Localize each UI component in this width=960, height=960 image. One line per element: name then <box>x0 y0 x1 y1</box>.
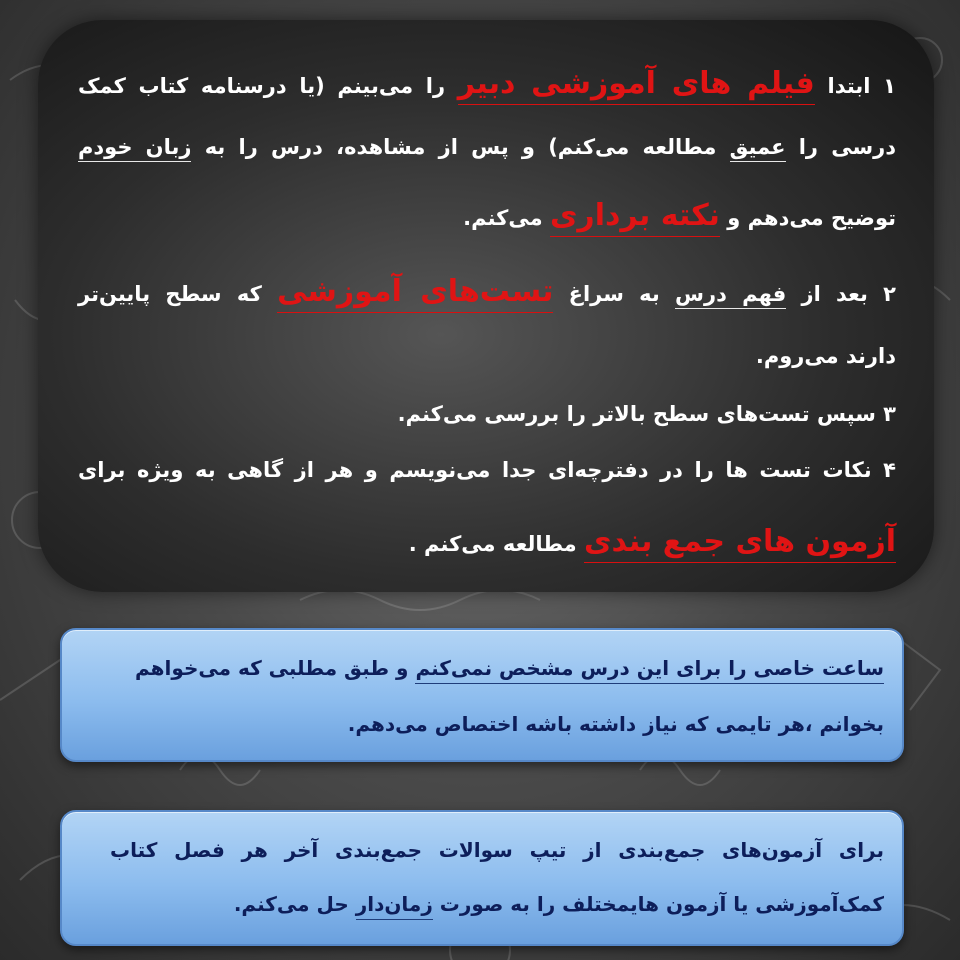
final-exam-line-1: برای آزمون‌های جمع‌بندی از تیپ سوالات جمع‌بندی آخر هر فصل کتاب <box>110 838 884 862</box>
step-number: ۳ <box>883 402 896 426</box>
step-4-line-1: ۴ نکات تست ها را در دفترچه‌ای جدا می‌نویسم و هر از گاهی به ویژه برای <box>78 458 896 482</box>
step-number: ۴ <box>883 458 896 482</box>
study-time-line-2: بخوانم ،هر تایمی که نیاز داشته باشه اختصاص می‌دهم. <box>347 712 884 736</box>
step-4-line-2: آزمون های جمع بندی مطالعه می‌کنم . <box>409 524 896 559</box>
study-time-line-1: ساعت خاصی را برای این درس مشخص نمی‌کنم و طبق مطلبی که می‌خواهم <box>82 656 884 680</box>
step-1-line-2: درسی را عمیق مطالعه می‌کنم) و پس از مشاهده، درس را به زبان خودم <box>78 135 896 159</box>
final-exam-box <box>60 810 904 946</box>
study-time-box <box>60 628 904 762</box>
step-2-line-1: ۲ بعد از فهم درس به سراغ تست‌های آموزشی که سطح پایین‌تر <box>78 274 896 309</box>
underline-understanding: فهم درس <box>675 282 786 309</box>
underline-deep: عمیق <box>730 135 786 162</box>
underline-timed: زمان‌دار <box>356 892 433 920</box>
highlight-training-tests: تست‌های آموزشی <box>277 274 553 313</box>
step-number: ۲ <box>883 282 896 306</box>
highlight-teacher-videos: فیلم های آموزشی دبیر <box>458 66 815 105</box>
highlight-final-exams: آزمون های جمع بندی <box>584 524 896 563</box>
step-2-line-2: دارند می‌روم. <box>755 344 896 368</box>
step-1-line-3: توضیح می‌دهم و نکته برداری می‌کنم. <box>463 198 896 233</box>
final-exam-line-2: کمک‌آموزشی یا آزمون هایمختلف را به صورت زمان‌دار حل می‌کنم. <box>82 892 884 916</box>
highlight-note-taking: نکته برداری <box>550 198 720 237</box>
underline-no-fixed-time: ساعت خاصی را برای این درس مشخص نمی‌کنم <box>415 656 884 684</box>
step-3-line: ۳ سپس تست‌های سطح بالاتر را بررسی می‌کنم. <box>397 402 896 426</box>
step-1-line-1: ۱ ابتدا فیلم های آموزشی دبیر را می‌بینم (یا درسنامه کتاب کمک <box>78 66 896 101</box>
underline-own-words: زبان خودم <box>78 135 191 162</box>
step-number: ۱ <box>883 74 896 98</box>
